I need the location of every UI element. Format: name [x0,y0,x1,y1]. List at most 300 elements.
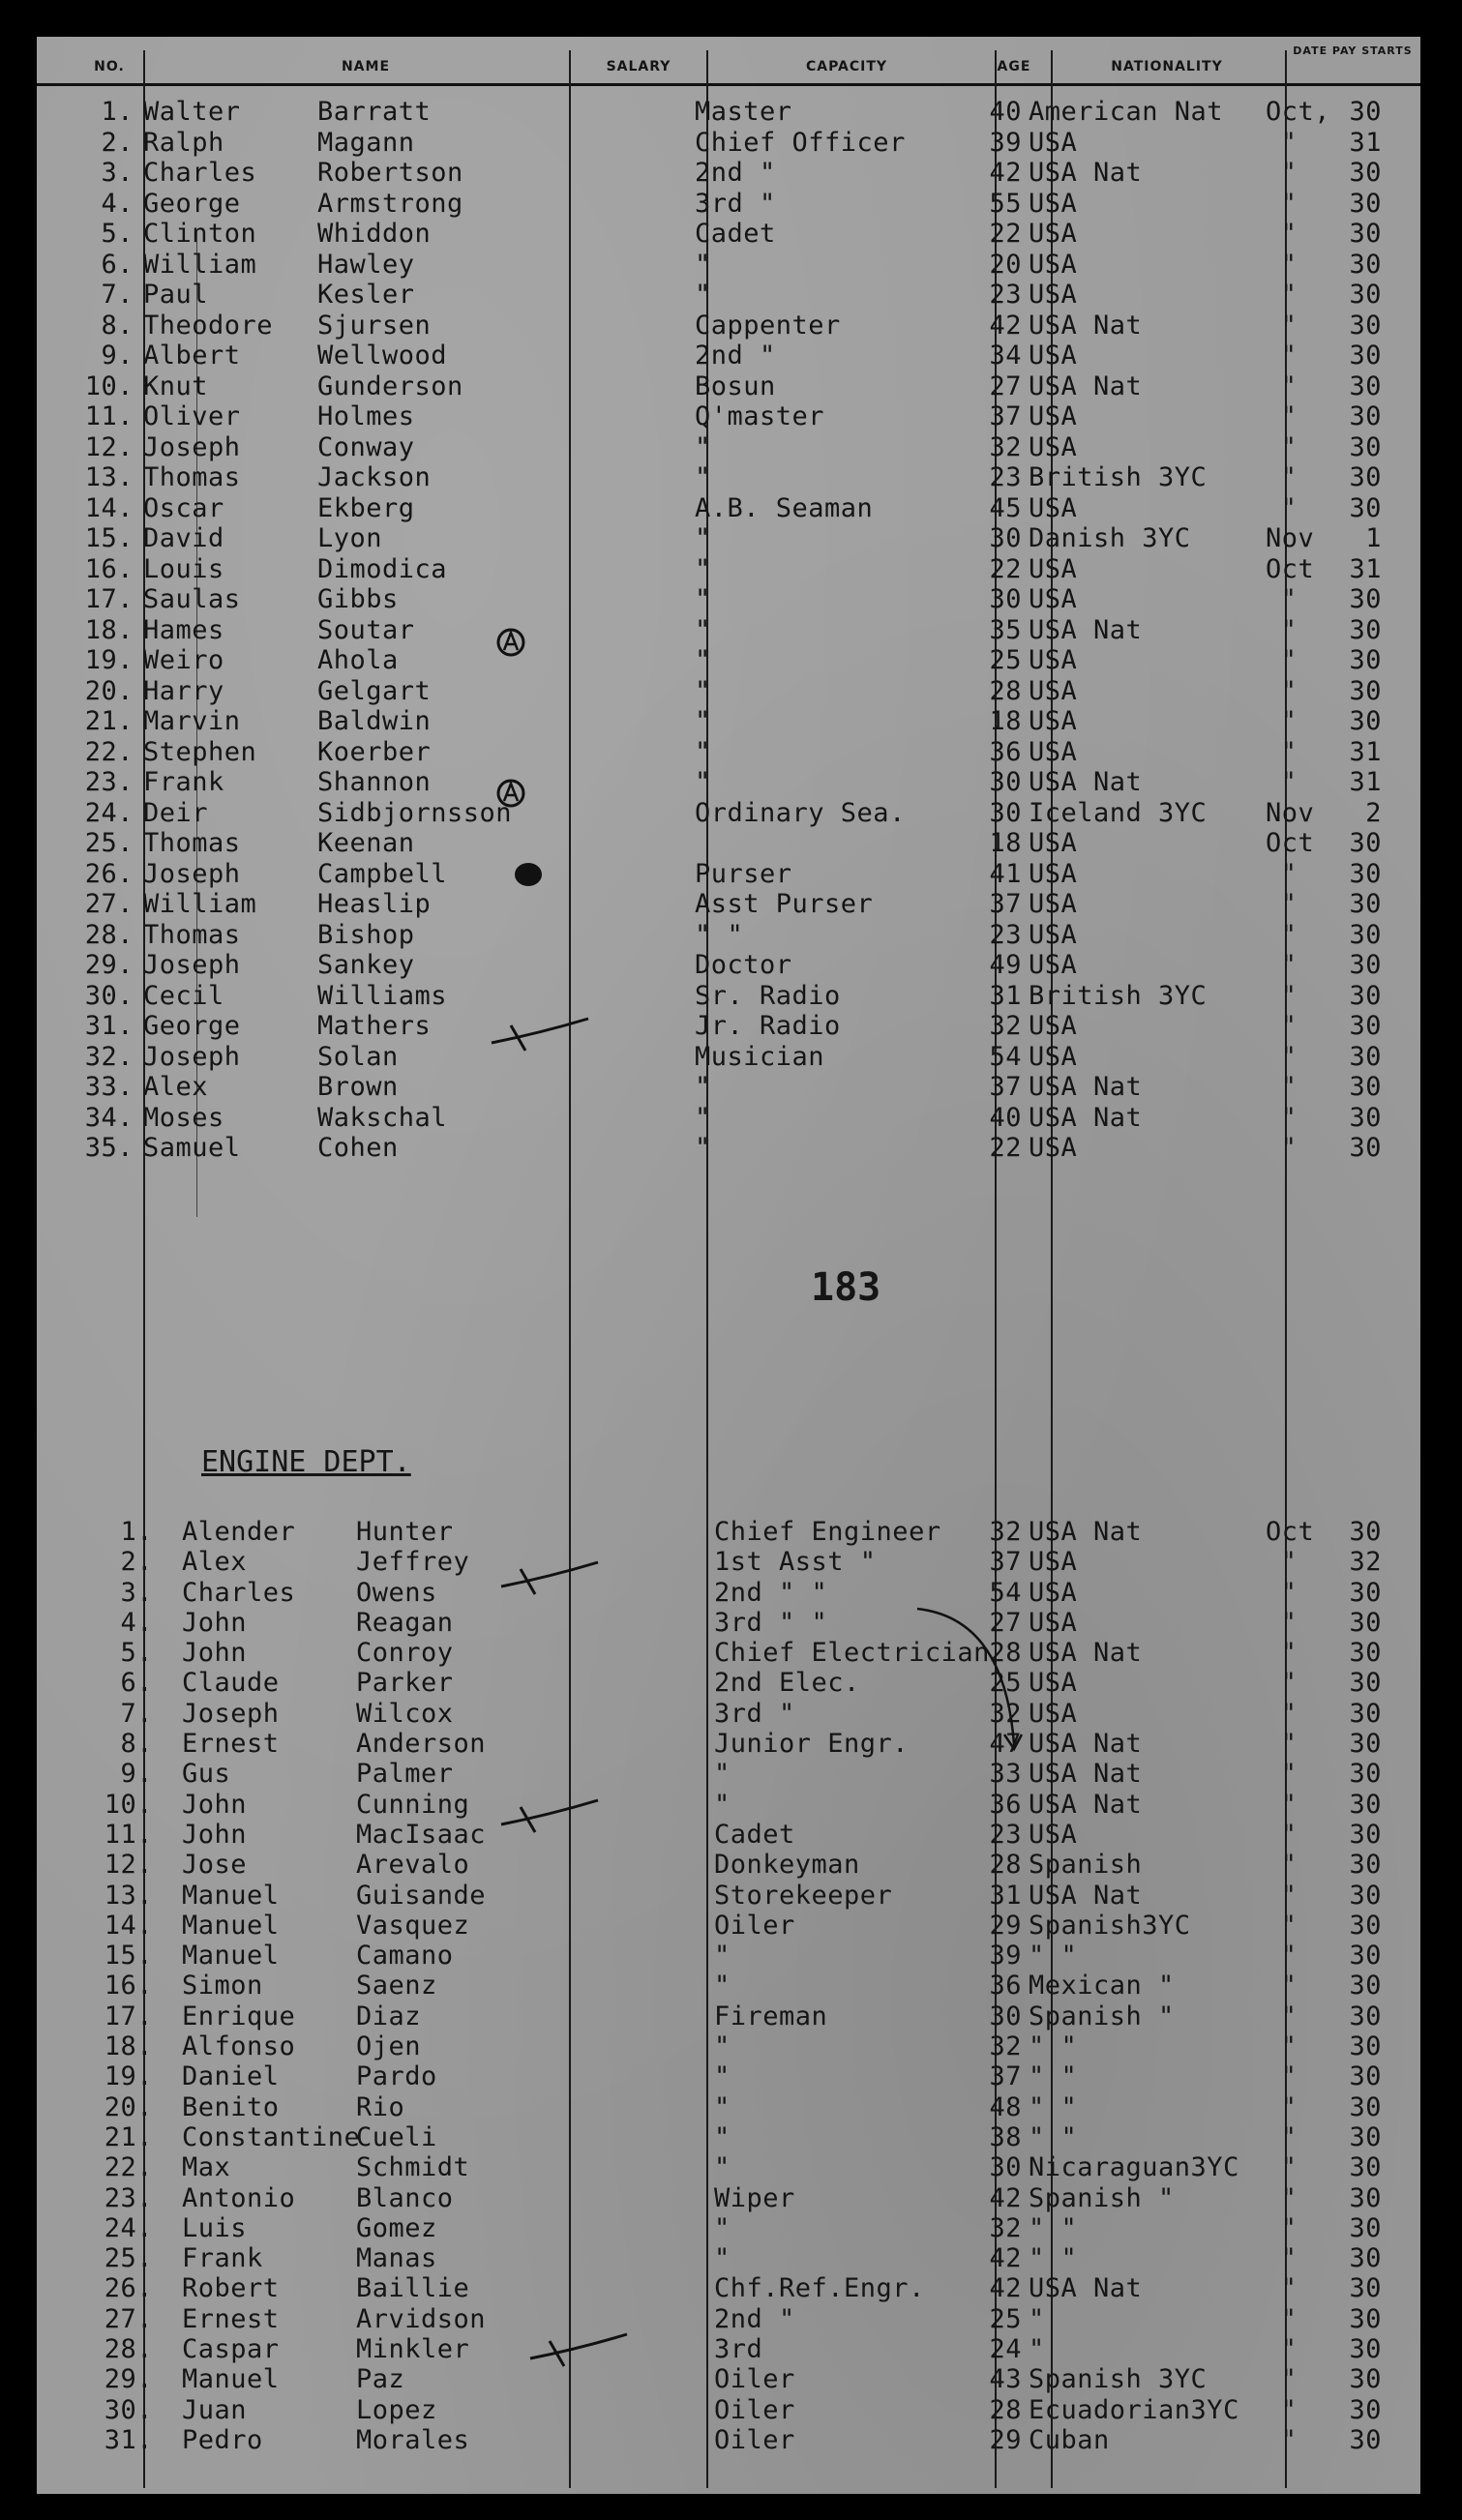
row-number: 23. [84,767,134,797]
nationality: USA [1029,1133,1078,1163]
pay-day: 30 [1349,980,1382,1011]
table-row [37,2273,1420,2303]
table-row [37,1638,1420,1668]
age: 18 [989,706,1022,736]
last-name: Heaslip [317,889,432,919]
last-name: Saenz [356,1971,437,2001]
last-name: Campbell [317,858,448,889]
row-number: 3. [101,158,134,188]
row-number: 19. [104,2061,153,2092]
pay-month: " [1280,980,1298,1011]
pay-month: " [1280,492,1298,523]
deck-crew-list [37,97,1420,1164]
last-name: Kesler [317,280,415,310]
capacity: " [695,675,711,706]
capacity: 3rd " [714,1698,795,1729]
age: 39 [989,1941,1022,1972]
pay-day: 30 [1349,2001,1382,2031]
age: 37 [989,2061,1022,2092]
age: 32 [989,2031,1022,2062]
row-number: 21. [84,706,134,736]
pay-day: 30 [1349,2273,1382,2304]
table-row [37,401,1420,432]
capacity: Wiper [714,2182,795,2213]
last-name: Morales [356,2424,470,2455]
nationality: " " [1029,2031,1078,2062]
capacity: 3rd " " [714,1607,828,1638]
last-name: Palmer [356,1759,454,1790]
row-number: 30. [104,2394,153,2425]
last-name: Pardo [356,2061,437,2092]
pay-day: 31 [1349,553,1382,584]
pay-month: " [1280,2273,1298,2304]
nationality: USA Nat [1029,1729,1143,1760]
first-name: Juan [182,2394,248,2425]
nationality: USA [1029,401,1078,431]
first-name: Paul [143,280,209,310]
capacity: " [695,462,711,492]
row-number: 8. [101,310,134,341]
nationality: USA [1029,1698,1078,1729]
age: 37 [989,401,1022,431]
age: 27 [989,1607,1022,1638]
table-row [37,311,1420,341]
table-row [37,128,1420,159]
nationality: USA [1029,280,1078,310]
pay-day: 30 [1349,2212,1382,2243]
checkmark-x [482,1014,598,1062]
table-row [37,2364,1420,2394]
pay-month: " [1280,645,1298,675]
last-name: Conroy [356,1638,454,1669]
nationality: USA [1029,1607,1078,1638]
age: 40 [989,97,1022,127]
pay-month: " [1280,371,1298,401]
engine-crew-list [37,1517,1420,2455]
capacity: " [695,280,711,310]
last-name: Wellwood [317,341,448,371]
capacity: 2nd " [695,158,776,188]
first-name: Charles [143,158,257,188]
row-number: 6. [120,1668,153,1699]
table-row [37,1850,1420,1880]
table-row [37,250,1420,281]
nationality: USA Nat [1029,1517,1143,1547]
pay-month: " [1280,2212,1298,2243]
header-no: NO. [94,59,125,74]
table-row [37,341,1420,371]
row-number: 17. [84,584,134,614]
row-number: 29. [104,2364,153,2395]
age: 34 [989,341,1022,371]
first-name: Luis [182,2212,248,2243]
first-name: Ralph [143,127,224,158]
last-name: Diaz [356,2001,422,2031]
nationality: USA [1029,706,1078,736]
table-row [37,1881,1420,1911]
pay-day: 30 [1349,2091,1382,2122]
capacity: " [695,249,711,280]
capacity: Chief Electrician [714,1638,990,1669]
pay-day: 30 [1349,2182,1382,2213]
pay-month: " [1280,1072,1298,1102]
pay-month: " [1280,280,1298,310]
age: 32 [989,1698,1022,1729]
capacity: " [695,706,711,736]
last-name: Sidbjornsson [317,797,513,828]
row-number: 4. [101,188,134,219]
circled-a-mark [492,625,550,664]
pay-day: 30 [1349,219,1382,249]
pay-day: 30 [1349,1789,1382,1820]
first-name: John [182,1819,248,1850]
age: 54 [989,1041,1022,1072]
capacity: Cappenter [695,310,841,341]
pay-day: 31 [1349,127,1382,158]
row-number: 13. [84,462,134,492]
age: 30 [989,767,1022,797]
nationality: British 3YC [1029,980,1208,1011]
capacity: Jr. Radio [695,1011,841,1041]
first-name: John [182,1638,248,1669]
row-number: 22. [104,2152,153,2183]
nationality: Spanish3YC [1029,1910,1191,1941]
last-name: Ekberg [317,492,415,523]
row-number: 19. [84,645,134,675]
row-number: 9. [101,341,134,371]
row-number: 14. [104,1910,153,1941]
last-name: Paz [356,2364,405,2395]
capacity: " [695,614,711,645]
capacity: " [714,1759,731,1790]
first-name: Manuel [182,1880,280,1911]
nationality: USA [1029,919,1078,950]
nationality: " " [1029,2212,1078,2243]
nationality: USA [1029,1011,1078,1041]
table-row [37,554,1420,585]
nationality: USA [1029,645,1078,675]
pay-day: 30 [1349,584,1382,614]
first-name: Stephen [143,736,257,767]
first-name: Moses [143,1102,224,1133]
age: 30 [989,584,1022,614]
row-number: 12. [84,431,134,462]
capacity: " [714,2212,731,2243]
first-name: Pedro [182,2424,263,2455]
capacity: " [695,645,711,675]
row-number: 1. [120,1517,153,1547]
age: 23 [989,919,1022,950]
table-row [37,828,1420,859]
table-row [37,615,1420,646]
nationality: USA [1029,341,1078,371]
last-name: Cunning [356,1789,470,1820]
row-number: 10. [104,1789,153,1820]
table-row [37,1517,1420,1547]
first-name: Hames [143,614,224,645]
table-row [37,523,1420,554]
nationality: Cuban [1029,2424,1110,2455]
pay-day: 30 [1349,1668,1382,1699]
row-number: 21. [104,2121,153,2152]
row-number: 4. [120,1607,153,1638]
first-name: John [182,1607,248,1638]
age: 30 [989,797,1022,828]
table-row [37,1608,1420,1638]
age: 47 [989,1729,1022,1760]
row-number: 7. [120,1698,153,1729]
pay-day: 30 [1349,2303,1382,2334]
row-number: 23. [104,2182,153,2213]
table-row [37,2304,1420,2334]
table-row [37,371,1420,402]
first-name: Daniel [182,2061,280,2092]
header-capacity: CAPACITY [805,59,888,74]
row-number: 32. [84,1041,134,1072]
row-number: 29. [84,950,134,980]
row-number: 2. [101,127,134,158]
last-name: Anderson [356,1729,487,1760]
age: 38 [989,2121,1022,2152]
table-row [37,737,1420,768]
row-number: 3. [120,1577,153,1608]
last-name: Lyon [317,523,383,553]
pay-day: 30 [1349,950,1382,980]
capacity: " [695,1102,711,1133]
pay-month: " [1280,675,1298,706]
age: 48 [989,2091,1022,2122]
table-row [37,1790,1420,1820]
row-number: 16. [104,1971,153,2001]
table-row [37,2031,1420,2061]
pay-month: " [1280,1577,1298,1608]
row-number: 22. [84,736,134,767]
capacity: 2nd " [714,2303,795,2334]
pay-month: " [1280,2031,1298,2062]
age: 30 [989,2152,1022,2183]
table-row [37,2425,1420,2455]
nationality: " " [1029,1941,1078,1972]
age: 28 [989,1638,1022,1669]
table-row [37,1668,1420,1698]
first-name: Joseph [143,858,241,889]
last-name: Minkler [356,2334,470,2365]
table-row [37,1011,1420,1042]
age: 36 [989,736,1022,767]
nationality: USA [1029,1041,1078,1072]
table-row [37,219,1420,250]
pay-month: " [1280,2001,1298,2031]
header-nationality: NATIONALITY [1111,59,1223,74]
last-name: Schmidt [356,2152,470,2183]
capacity: Master [695,97,792,127]
table-row [37,676,1420,707]
first-name: Manuel [182,1941,280,1972]
last-name: Magann [317,127,415,158]
pay-day: 30 [1349,675,1382,706]
table-row [37,1941,1420,1971]
row-number: 9. [120,1759,153,1790]
nationality: USA [1029,889,1078,919]
capacity: " [714,2121,731,2152]
last-name: Dimodica [317,553,448,584]
age: 42 [989,2243,1022,2274]
pay-month: " [1280,2243,1298,2274]
capacity: 2nd " " [714,1577,828,1608]
age: 30 [989,2001,1022,2031]
pay-month: " [1280,2394,1298,2425]
pay-day: 30 [1349,1698,1382,1729]
header-salary: SALARY [606,59,671,74]
capacity: " [714,2031,731,2062]
last-name: Arevalo [356,1850,470,1881]
capacity: Doctor [695,950,792,980]
capacity: Oiler [714,2424,795,2455]
last-name: Bishop [317,919,415,950]
age: 42 [989,158,1022,188]
first-name: Benito [182,2091,280,2122]
age: 23 [989,462,1022,492]
capacity: Musician [695,1041,825,1072]
pay-day: 30 [1349,341,1382,371]
pay-day: 30 [1349,1072,1382,1102]
last-name: Williams [317,980,448,1011]
row-number: 6. [101,249,134,280]
last-name: Arvidson [356,2303,487,2334]
nationality: USA [1029,219,1078,249]
nationality: Spanish [1029,1850,1143,1881]
capacity: Chief Officer [695,127,906,158]
pay-day: 30 [1349,1102,1382,1133]
row-number: 11. [104,1819,153,1850]
age: 32 [989,1517,1022,1547]
first-name: Joseph [143,431,241,462]
first-name: Claude [182,1668,280,1699]
capacity: " [695,1133,711,1163]
header-rule [37,83,1420,86]
pay-month: " [1280,1850,1298,1881]
arrow-mark [908,1599,1043,1764]
capacity: Storekeeper [714,1880,893,1911]
row-number: 15. [104,1941,153,1972]
pay-month: " [1280,706,1298,736]
capacity: " [695,431,711,462]
capacity: " [695,584,711,614]
pay-month: " [1280,1547,1298,1578]
pay-month: " [1280,1011,1298,1041]
first-name: Albert [143,341,241,371]
age: 25 [989,1668,1022,1699]
capacity: Cadet [714,1819,795,1850]
pay-month: " [1280,431,1298,462]
row-number: 24. [84,797,134,828]
age: 33 [989,1759,1022,1790]
last-name: Robertson [317,158,463,188]
pay-month: " [1280,584,1298,614]
age: 43 [989,2364,1022,2395]
row-number: 25. [84,828,134,858]
nationality: USA [1029,492,1078,523]
table-row [37,2213,1420,2243]
capacity: Bosun [695,371,776,401]
age: 49 [989,950,1022,980]
pay-day: 30 [1349,1638,1382,1669]
first-name: Joseph [143,1041,241,1072]
capacity: " [714,2243,731,2274]
table-row [37,158,1420,189]
checkmark-x [492,1795,608,1844]
pay-month: " [1280,919,1298,950]
pay-day: 30 [1349,492,1382,523]
pay-day: 30 [1349,1041,1382,1072]
nationality: USA Nat [1029,1072,1143,1102]
nationality: USA [1029,1668,1078,1699]
pay-day: 30 [1349,401,1382,431]
pay-day: 30 [1349,1607,1382,1638]
nationality: USA [1029,828,1078,858]
row-number: 18. [104,2031,153,2062]
pay-day: 30 [1349,919,1382,950]
pay-month: " [1280,767,1298,797]
age: 30 [989,523,1022,553]
row-number: 17. [104,2001,153,2031]
row-number: 5. [101,219,134,249]
table-row [37,1971,1420,2001]
row-number: 8. [120,1729,153,1760]
capacity: Chf.Ref.Engr. [714,2273,925,2304]
checkmark-x [521,2329,637,2378]
nationality: Spanish " [1029,2001,1175,2031]
header-age: AGE [997,59,1031,74]
last-name: Hawley [317,249,415,280]
first-name: Weiro [143,645,224,675]
pay-month: Oct [1266,1517,1315,1547]
last-name: Gomez [356,2212,437,2243]
table-row [37,1911,1420,1941]
table-row [37,280,1420,311]
pay-month: " [1280,1789,1298,1820]
first-name: Samuel [143,1133,241,1163]
first-name: Antonio [182,2182,296,2213]
row-number: 25. [104,2243,153,2274]
row-number: 14. [84,492,134,523]
nationality: USA [1029,584,1078,614]
last-name: Wilcox [356,1698,454,1729]
table-row [37,2334,1420,2364]
age: 40 [989,1102,1022,1133]
first-name: Cecil [143,980,224,1011]
first-name: Simon [182,1971,263,2001]
pay-day: 30 [1349,2121,1382,2152]
age: 28 [989,1850,1022,1881]
pay-day: 30 [1349,889,1382,919]
table-row [37,189,1420,220]
pay-month: " [1280,2334,1298,2365]
first-name: Alex [143,1072,209,1102]
first-name: Alender [182,1517,296,1547]
pay-month: " [1280,219,1298,249]
pay-month: " [1280,858,1298,889]
table-row [37,1820,1420,1850]
last-name: Ojen [356,2031,422,2062]
pay-day: 30 [1349,1819,1382,1850]
capacity: Purser [695,858,792,889]
age: 31 [989,980,1022,1011]
table-row [37,1578,1420,1608]
last-name: Jeffrey [356,1547,470,1578]
pay-month: " [1280,462,1298,492]
pay-month: " [1280,2121,1298,2152]
